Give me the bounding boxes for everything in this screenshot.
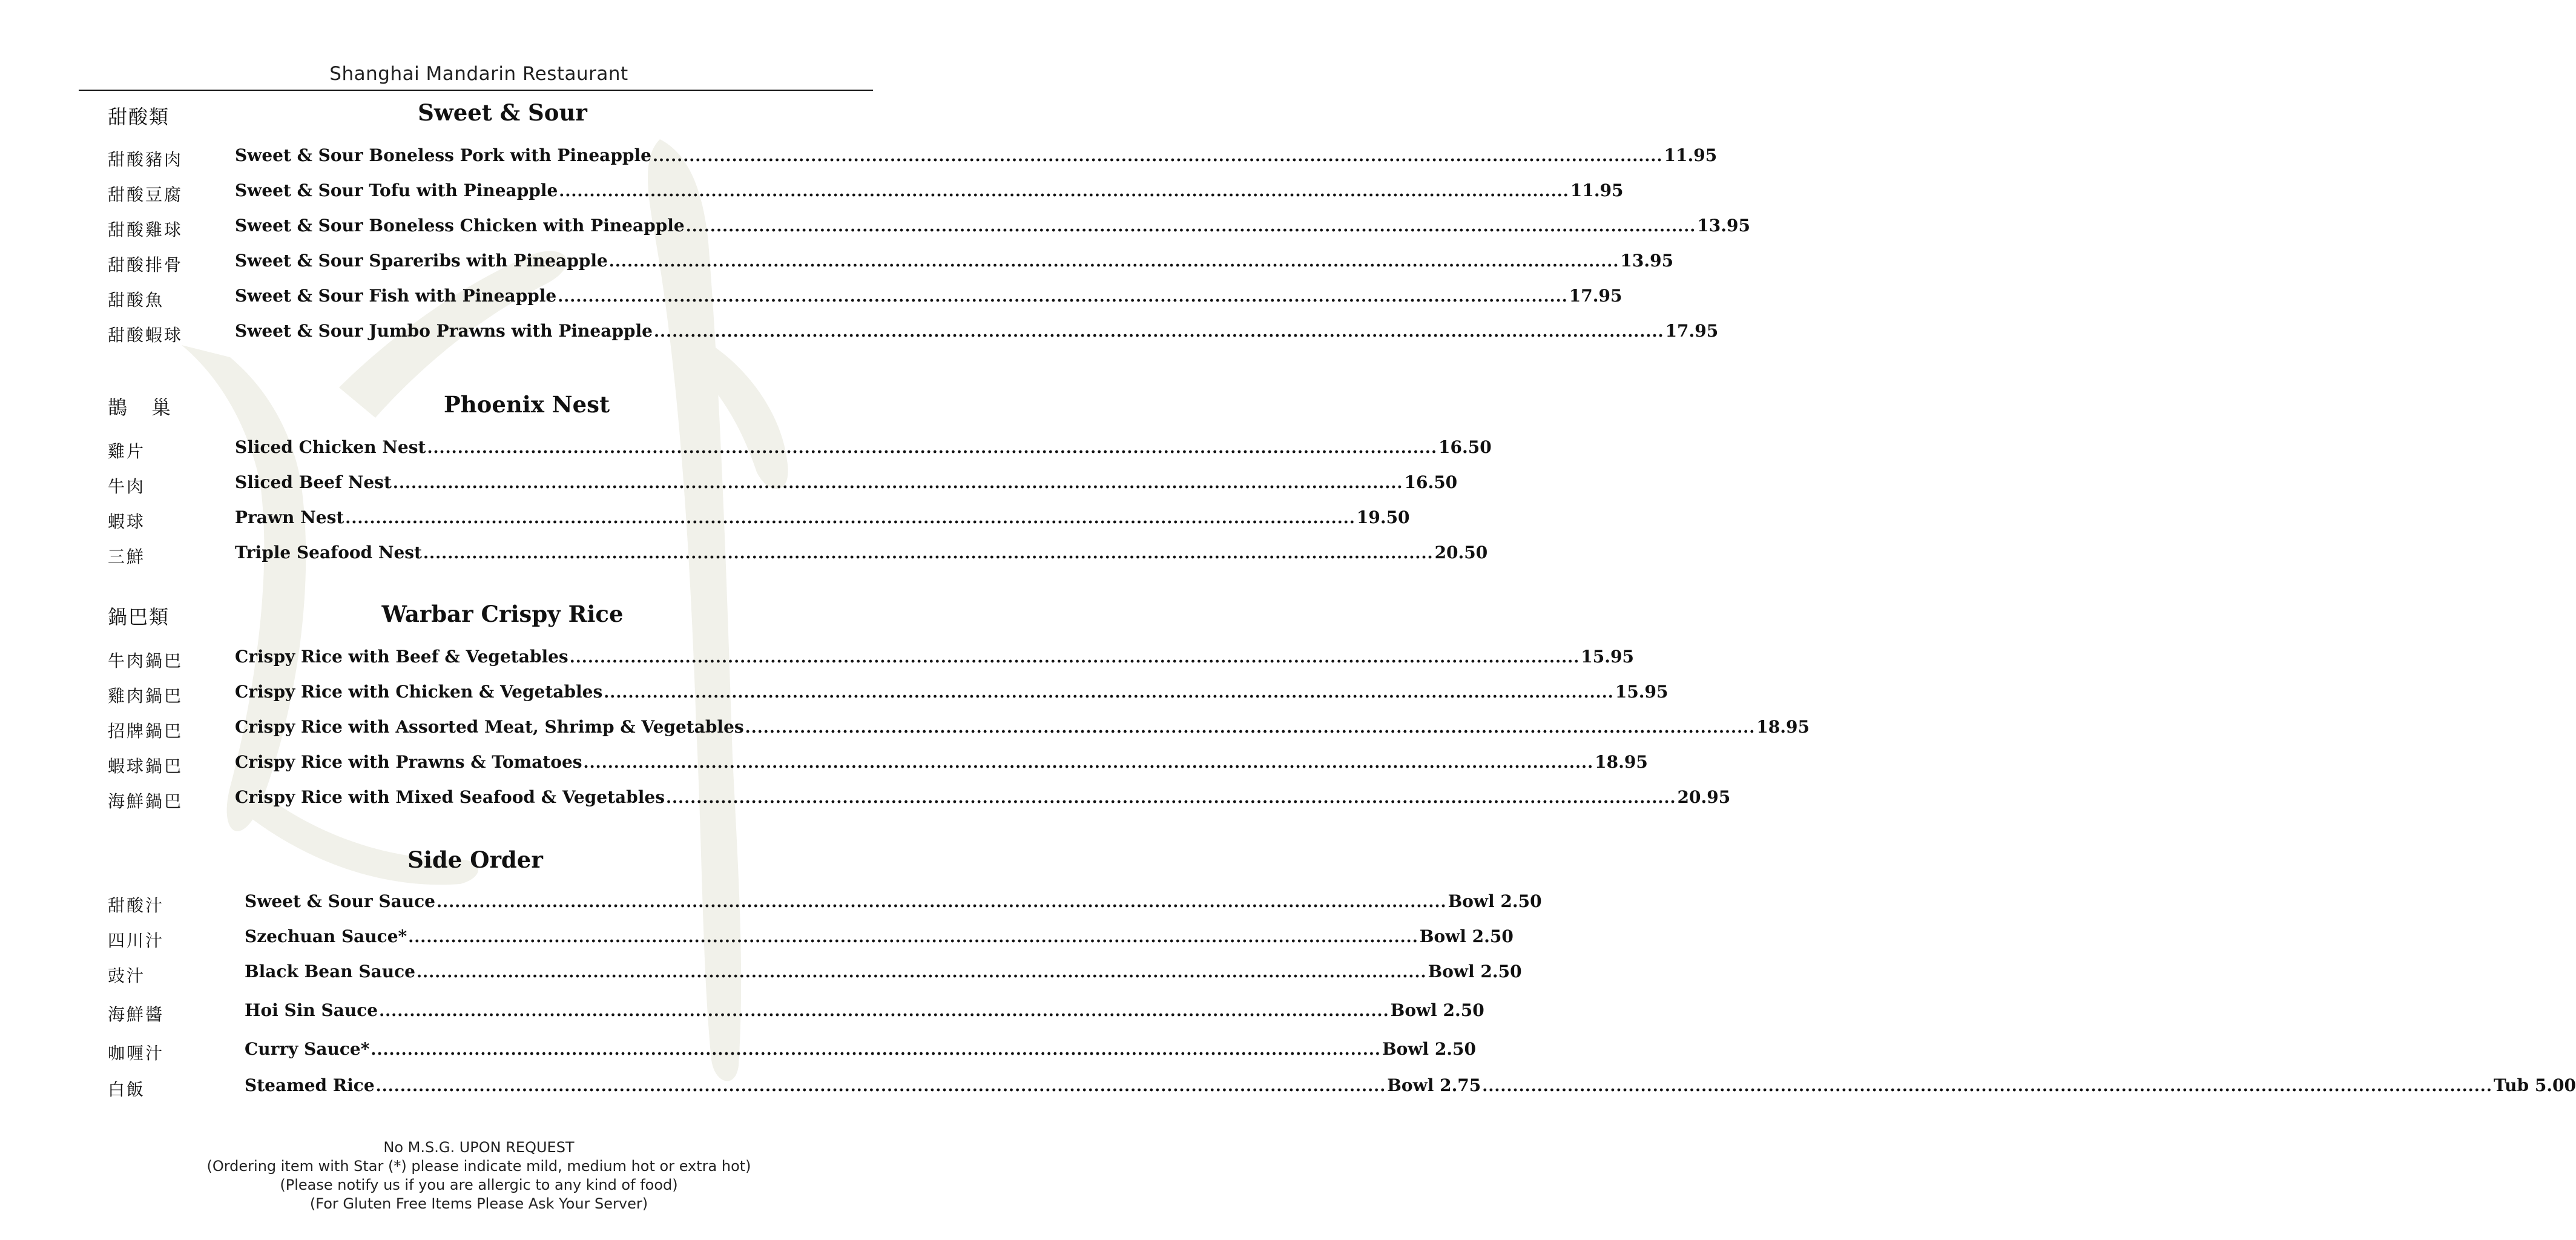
menu-item [0, 891, 1542, 915]
menu-item [0, 787, 1731, 811]
menu-item [0, 472, 1458, 496]
leader-dots: ...................................................................................................................................................................... [427, 439, 1438, 457]
leader-dots: ...................................................................................................................................................................... [652, 147, 1663, 165]
menu-item-name: Sweet & Sour Spareribs with Pineapple [235, 251, 608, 271]
footer-msg-note: No M.S.G. UPON REQUEST [383, 1139, 575, 1156]
menu-item-chinese: 招牌鍋巴 [108, 721, 183, 741]
menu-item-name: Sweet & Sour Fish with Pineapple [235, 286, 557, 306]
leader-dots: ...................................................................................................................................................................... [1482, 1077, 2492, 1095]
menu-item [0, 437, 1492, 461]
menu-item [0, 180, 1624, 205]
menu-item-chinese: 甜酸雞球 [108, 220, 183, 240]
menu-item [0, 961, 1522, 986]
menu-item-price: 13.95 [1697, 216, 1750, 236]
leader-dots: ...................................................................................................................................................................... [685, 217, 1696, 236]
menu-item-name: Crispy Rice with Mixed Seafood & Vegetables [235, 787, 665, 807]
menu-item [0, 647, 1634, 671]
menu-item [0, 682, 1668, 706]
menu-item-name: Szechuan Sauce* [245, 926, 407, 946]
leader-dots: ...................................................................................................................................................................... [558, 288, 1568, 306]
menu-item-chinese: 甜酸豬肉 [108, 150, 183, 170]
menu-item-price-tub: Tub 5.00 [2493, 1075, 2576, 1095]
menu-item-price-bowl: Bowl 2.75 [1387, 1075, 1481, 1095]
menu-item-name: Hoi Sin Sauce [245, 1000, 378, 1020]
menu-item-chinese: 咖喱汁 [108, 1043, 165, 1063]
menu-item [0, 251, 1674, 275]
menu-item-chinese: 雞片 [108, 441, 146, 461]
leader-dots: ...................................................................................................................................................................... [569, 648, 1580, 667]
menu-item-price: 15.95 [1581, 647, 1634, 667]
menu-item-price: 13.95 [1620, 251, 1674, 271]
menu-item-name: Sliced Beef Nest [235, 472, 392, 492]
menu-item-chinese: 甜酸豆腐 [108, 185, 183, 205]
menu-item-price: 20.50 [1434, 542, 1488, 562]
menu-item-name: Steamed Rice [245, 1075, 375, 1095]
section-title-side-order: Side Order [407, 846, 543, 873]
menu-item-chinese: 甜酸蝦球 [108, 325, 183, 345]
leader-dots: ...................................................................................................................................................................... [345, 509, 1356, 527]
menu-item-name: Crispy Rice with Chicken & Vegetables [235, 682, 603, 702]
restaurant-name: Shanghai Mandarin Restaurant [329, 63, 628, 85]
menu-item-chinese: 豉汁 [108, 966, 146, 986]
menu-item [0, 216, 1750, 240]
menu-item-price: Bowl 2.50 [1419, 926, 1514, 946]
menu-item-price: 16.50 [1404, 472, 1458, 492]
leader-dots: ...................................................................................................................................................................... [653, 323, 1664, 341]
leader-dots: ...................................................................................................................................................................... [604, 684, 1614, 702]
menu-item-name: Sliced Chicken Nest [235, 437, 426, 457]
leader-dots: ...................................................................................................................................................................... [559, 182, 1569, 200]
menu-item [0, 286, 1622, 310]
menu-item [0, 926, 1514, 951]
section-title-phoenix-nest: Phoenix Nest [443, 391, 610, 418]
footer-spice-note: (Ordering item with Star (*) please indicate mild, medium hot or extra hot) [206, 1158, 751, 1175]
menu-item-chinese: 蝦球鍋巴 [108, 756, 183, 776]
menu-item-price: Bowl 2.50 [1428, 961, 1522, 981]
menu-item [0, 752, 1648, 776]
footer-allergy-note: (Please notify us if you are allergic to any kind of food) [280, 1176, 678, 1193]
menu-item-name: Black Bean Sauce [245, 961, 415, 981]
menu-item-name: Sweet & Sour Sauce [245, 891, 435, 911]
leader-dots: ...................................................................................................................................................................... [423, 544, 1434, 562]
header-divider [79, 90, 873, 91]
leader-dots: ...................................................................................................................................................................... [379, 1002, 1389, 1020]
leader-dots: ...................................................................................................................................................................... [375, 1077, 1386, 1095]
menu-item-name: Sweet & Sour Boneless Pork with Pineapple [235, 145, 651, 165]
leader-dots: ...................................................................................................................................................................... [371, 1041, 1381, 1059]
menu-item [0, 145, 1718, 170]
menu-item-name: Sweet & Sour Jumbo Prawns with Pineapple [235, 321, 653, 341]
menu-item-price: Bowl 2.50 [1382, 1039, 1477, 1059]
menu-item [0, 717, 1810, 741]
menu-item-price: 16.50 [1438, 437, 1492, 457]
menu-item-price: 18.95 [1595, 752, 1648, 772]
leader-dots: ...................................................................................................................................................................... [392, 474, 1403, 492]
menu-item [0, 1039, 1477, 1063]
menu-item-chinese: 四川汁 [108, 931, 165, 951]
menu-item-chinese: 雞肉鍋巴 [108, 686, 183, 706]
menu-item-name: Crispy Rice with Beef & Vegetables [235, 647, 568, 667]
menu-item-name: Sweet & Sour Boneless Chicken with Pineapple [235, 216, 685, 236]
menu-item-chinese: 蝦球 [108, 512, 146, 532]
menu-item-price: Bowl 2.50 [1448, 891, 1542, 911]
section-chinese-title: 甜酸類 [108, 105, 170, 128]
menu-item [0, 321, 1719, 345]
menu-item-chinese: 三鮮 [108, 547, 146, 567]
section-title-sweet-sour: Sweet & Sour [418, 99, 587, 126]
menu-item-price: Bowl 2.50 [1390, 1000, 1484, 1020]
menu-item [0, 1000, 1484, 1024]
leader-dots: ...................................................................................................................................................................... [436, 893, 1447, 911]
leader-dots: ...................................................................................................................................................................... [416, 963, 1427, 981]
menu-item-price: 19.50 [1356, 507, 1410, 527]
leader-dots: ...................................................................................................................................................................... [408, 928, 1418, 946]
leader-dots: ...................................................................................................................................................................... [745, 719, 1756, 737]
menu-item-chinese: 白飯 [108, 1080, 146, 1100]
leader-dots: ...................................................................................................................................................................... [665, 789, 1676, 807]
menu-item-chinese: 甜酸魚 [108, 290, 165, 310]
menu-item-chinese: 牛肉鍋巴 [108, 651, 183, 671]
menu-item-price: 17.95 [1569, 286, 1622, 306]
menu-item-steamed-rice [0, 1075, 2576, 1100]
menu-item-chinese: 海鮮醬 [108, 1004, 165, 1024]
menu-item-name: Crispy Rice with Prawns & Tomatoes [235, 752, 582, 772]
menu-item-name: Triple Seafood Nest [235, 542, 422, 562]
menu-item-name: Prawn Nest [235, 507, 344, 527]
menu-item-price: 15.95 [1615, 682, 1668, 702]
footer-gluten-note: (For Gluten Free Items Please Ask Your Server) [309, 1195, 648, 1212]
menu-item-chinese: 海鮮鍋巴 [108, 791, 183, 811]
menu-item [0, 542, 1488, 567]
menu-item-price: 11.95 [1664, 145, 1718, 165]
menu-item-name: Curry Sauce* [245, 1039, 370, 1059]
section-title-crispy-rice: Warbar Crispy Rice [381, 601, 624, 627]
leader-dots: ...................................................................................................................................................................... [608, 252, 1619, 271]
section-chinese-title: 鍋巴類 [108, 605, 170, 628]
menu-item-chinese: 牛肉 [108, 477, 146, 496]
menu-item-price: 17.95 [1665, 321, 1719, 341]
footer-notes [0, 1138, 958, 1213]
menu-item-price: 20.95 [1677, 787, 1731, 807]
menu-item-chinese: 甜酸排骨 [108, 255, 183, 275]
section-chinese-title: 鵲 巢 [108, 396, 174, 419]
menu-item-price: 11.95 [1570, 180, 1624, 200]
menu-item-chinese: 甜酸汁 [108, 895, 165, 915]
leader-dots: ...................................................................................................................................................................... [583, 754, 1594, 772]
menu-item-name: Crispy Rice with Assorted Meat, Shrimp & Vegetables [235, 717, 744, 737]
menu-item-price: 18.95 [1756, 717, 1810, 737]
menu-item [0, 507, 1410, 532]
menu-item-name: Sweet & Sour Tofu with Pineapple [235, 180, 558, 200]
